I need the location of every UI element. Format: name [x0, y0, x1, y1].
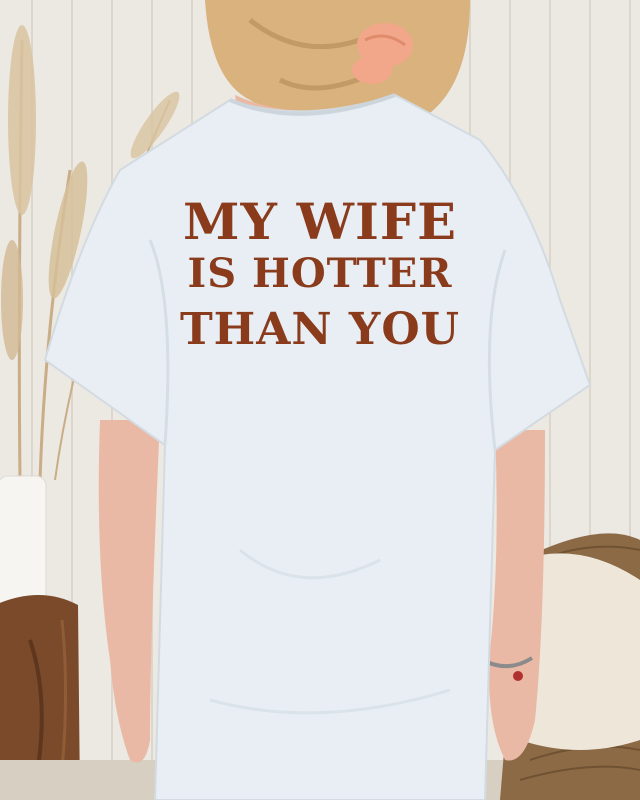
print-line-1: MY WIFE: [183, 192, 457, 251]
print-line-2: IS HOTTER: [187, 250, 453, 297]
vase-icon: [0, 476, 46, 616]
print-line-3: THAN YOU: [179, 304, 461, 355]
